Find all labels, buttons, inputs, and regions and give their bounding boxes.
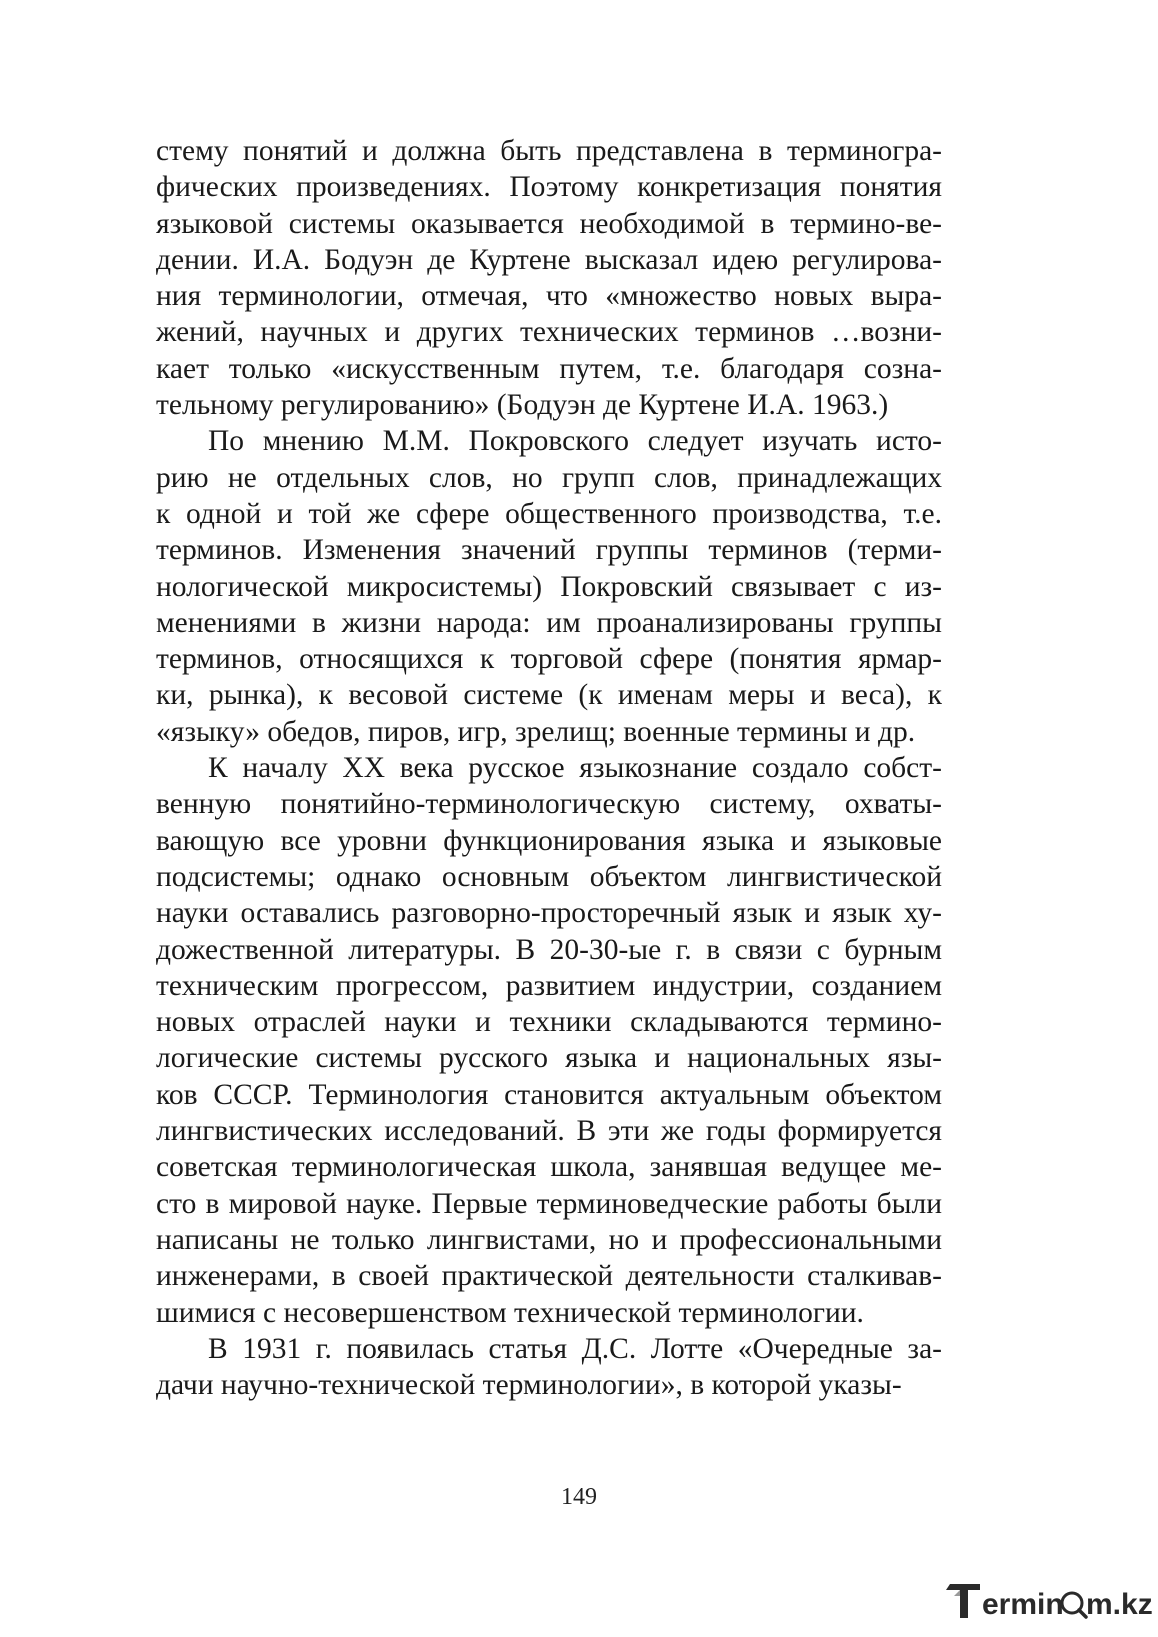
logo-t-glyph — [946, 1584, 980, 1618]
text-line: новых отраслей науки и техники складываются термино- — [156, 1006, 942, 1039]
text-line: К началу XX века русское языкознание создало собст- — [208, 752, 942, 785]
text-line: языковой системы оказывается необходимой в термино-ве- — [156, 207, 942, 240]
text-line: ки, рынка), к весовой системе (к именам меры и веса), к — [156, 679, 942, 712]
text-line: терминов, относящихся к торговой сфере (понятия ярмар- — [156, 643, 942, 676]
text-line: рию не отдельных слов, но групп слов, принадлежащих — [156, 461, 942, 494]
text-line: менениями в жизни народа: им проанализированы группы — [156, 606, 942, 639]
text-line: жений, научных и других технических терминов …возни- — [156, 316, 942, 349]
site-watermark-logo[interactable] — [944, 1574, 1153, 1626]
text-line: сто в мировой науке. Первые терминоведческие работы были — [156, 1187, 942, 1220]
text-line: лингвистических исследований. В эти же годы формируется — [156, 1115, 942, 1148]
text-line: советская терминологическая школа, занявшая ведущее ме- — [156, 1151, 942, 1184]
text-line: дачи научно-технической терминологии», в которой указы- — [156, 1369, 902, 1402]
paragraph — [156, 133, 942, 423]
paragraph — [156, 750, 942, 1331]
text-line: стему понятий и должна быть представлена в терминогра- — [156, 135, 942, 167]
text-line: терминов. Изменения значений группы терминов (терми- — [156, 534, 942, 567]
text-line: венную понятийно-терминологическую систему, охваты- — [156, 788, 942, 821]
text-line: науки оставались разговорно-просторечный язык и язык ху- — [156, 897, 942, 930]
paragraph — [156, 423, 942, 750]
paragraph — [156, 1331, 942, 1404]
text-line: логические системы русского языка и национальных язы- — [156, 1042, 942, 1075]
text-line: кает только «искусственным путем, т.е. благодаря созна- — [156, 352, 942, 385]
text-line: По мнению М.М. Покровского следует изучать исто- — [208, 425, 942, 458]
watermark-svg — [944, 1574, 1153, 1626]
text-line: дожественной литературы. В 20-30-ые г. в связи с бурным — [156, 933, 942, 966]
text-line: подсистемы; однако основным объектом лингвистической — [156, 860, 942, 893]
text-line: техническим прогрессом, развитием индустрии, созданием — [156, 969, 942, 1002]
text-line: дении. И.А. Бодуэн де Куртене высказал идею регулирова- — [156, 243, 942, 276]
text-line: инженерами, в своей практической деятельности сталкивав- — [156, 1260, 942, 1293]
text-line: «языку» обедов, пиров, игр, зрелищ; военные термины и др. — [156, 715, 916, 748]
text-line: шимися с несовершенством технической терминологии. — [156, 1296, 864, 1329]
text-line: тельному регулированию» (Бодуэн де Куртене И.А. 1963.) — [156, 389, 889, 422]
logo-text-right: m.kz — [1086, 1588, 1153, 1621]
text-line: В 1931 г. появилась статья Д.С. Лотте «Очередные за- — [208, 1332, 942, 1365]
text-line: ния терминологии, отмечая, что «множество новых выра- — [156, 280, 942, 313]
text-line: фических произведениях. Поэтому конкретизация понятия — [156, 171, 942, 204]
logo-text-left: ermin — [982, 1588, 1064, 1621]
text-line: ков СССР. Терминология становится актуальным объектом — [156, 1078, 942, 1111]
magnifier-icon — [1062, 1593, 1086, 1617]
text-line: к одной и той же сфере общественного производства, т.е. — [156, 497, 942, 530]
text-line: написаны не только лингвистами, но и профессиональными — [156, 1223, 942, 1256]
body-text — [156, 133, 942, 1403]
page-number: 149 — [561, 1484, 597, 1510]
text-line: нологической микросистемы) Покровский связывает с из- — [156, 570, 942, 603]
text-line: вающую все уровни функционирования языка и языковые — [156, 824, 942, 857]
